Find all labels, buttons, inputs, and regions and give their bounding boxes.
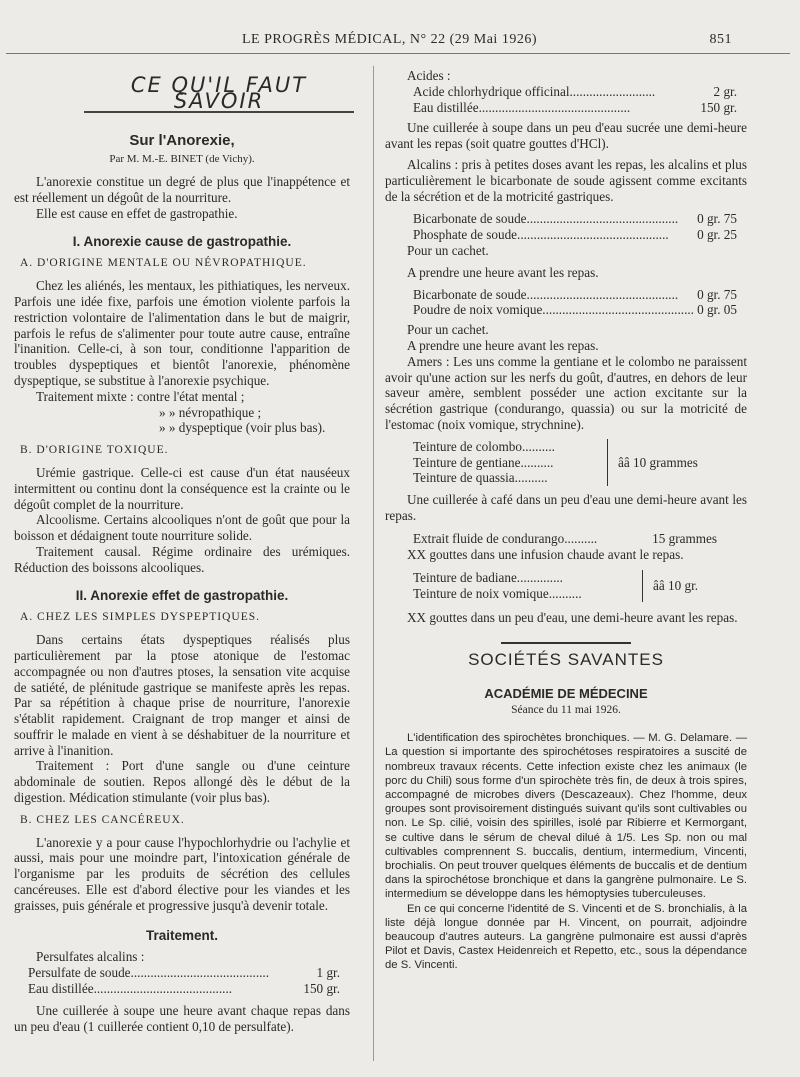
prescription-quantity: ââ 10 gr.: [653, 578, 699, 594]
article-title: Sur l'Anorexie,: [129, 131, 235, 149]
prescription-note: Une cuillerée à café dans un peu d'eau une demi-heure avant les repas.: [385, 492, 747, 523]
prescription-note: A prendre une heure avant les repas.: [407, 264, 599, 280]
part2b-heading: B. CHEZ LES CANCÉREUX.: [20, 813, 185, 826]
part1a-paragraph: Chez les aliénés, les mentaux, les pithiatiques, les nerveux. Parfois une idée fixe, parfois une émotion violente parfois la restriction volontaire de l'alimentation dans le but de maigrir, parfois le refus de s'alimenter pour toute autre cause, entraîne l'inanition. Celle-ci, à son tour, conditionne l'apparition de troubles dyspeptiques et bientôt l'anorexie, phénomène dyspeptique, se substitue à l'anorexie psychique.: [14, 278, 350, 388]
seance-date: Séance du 11 mai 1926.: [511, 704, 621, 717]
prescription-line: Bicarbonate de soude.............................................. 0 gr. 75: [413, 211, 737, 227]
prescription-item: Teinture de noix vomique..........: [413, 586, 582, 602]
mixte-line: » » dyspeptique (voir plus bas).: [159, 420, 326, 436]
part2a-paragraph: Traitement : Port d'une sangle ou d'une ceinture abdominale de soutien. Repos allongé dès le début de la digestion. Médication stimulante (voir plus bas).: [14, 758, 350, 806]
prescription-note: XX gouttes dans une infusion chaude avant le repas.: [407, 546, 684, 562]
traitement-heading: Traitement.: [145, 927, 219, 943]
report-paragraph: En ce qui concerne l'identité de S. Vincenti et de S. bronchialis, à la liste déjà longue donnée par H. Vincent, on pourrait, adjoindre beaucoup d'autres auteurs. La gangrène pulmonaire est aussi d'après Pilot et Davis, Castex Heidenreich et Repetto, etc., sous la dépendance de S. Vincenti.: [385, 902, 747, 972]
part1b-paragraph: Traitement causal. Régime ordinaire des urémiques. Réduction des boissons alcooliques.: [14, 543, 350, 575]
part1b-heading: B. D'ORIGINE TOXIQUE.: [20, 444, 169, 457]
section-title: CE QU'IL FAUT SAVOIR: [84, 78, 354, 113]
prescription-line: Bicarbonate de soude.............................................. 0 gr. 75: [413, 286, 737, 302]
column-divider: [373, 66, 374, 1061]
prescription-note: XX gouttes dans un peu d'eau, une demi-heure avant les repas.: [407, 609, 738, 625]
running-title: LE PROGRÈS MÉDICAL, N° 22 (29 Mai 1926): [242, 32, 537, 47]
acides-label: Acides :: [407, 68, 451, 83]
ornament-divider: [501, 642, 631, 644]
prescription-line: Eau distillée.......................................... 150 gr.: [28, 981, 340, 997]
part1-heading: I. Anorexie cause de gastropathie.: [72, 233, 292, 249]
prescription-group: [413, 570, 747, 602]
right-column: [385, 68, 747, 973]
mixte-line: » » névropathique ;: [159, 404, 262, 420]
prescription-note: Pour un cachet.: [407, 242, 489, 258]
prescription-note: Une cuillerée à soupe dans un peu d'eau sucrée une demi-heure avant les repas (soit quatre gouttes d'HCl).: [385, 120, 747, 152]
page-number: 851: [709, 32, 732, 47]
report-paragraph: L'identification des spirochètes bronchiques. — M. G. Delamare. — La question si importante des spirochétoses respiratoires a suscité de nombreux travaux récents. Cette infection existe chez les animaux (le porc du Chili) sous forme d'un spirochète très fin, de deux à trois spires, accompagné de microbes divers (Descazeaux). Chez l'homme, deux groupes sont provisoirement distingués suivant qu'ils sont cultivables ou non. Le Sp. cilié, voisin des spirilles, isolé par Ribierre et Kermorgant, se cultive dans le sérum de cheval dilué à 1/5. Les Sp. non ou mal cultivables comprennent S. buccalis, dentium, intermedium, Vincenti, brochialis. On peut trouver quelques éléments de buccalis et de dentium dans la spirochétose bronchique et dans la gangrène pulmonaire. Le S. intermedium se développe dans les hémoptysies tuberculeuses.: [385, 732, 747, 901]
part1b-paragraph: Alcoolisme. Certains alcooliques n'ont de goût que pour la boisson et dédaignent toute nourriture solide.: [14, 512, 350, 544]
prescription-quantity: ââ 10 grammes: [618, 454, 698, 470]
alcalins-paragraph: Alcalins : pris à petites doses avant les repas, les alcalins et plus particulièrement le bicarbonate de soude agissent comme excitants de la sécrétion et de la motricité gastriques.: [385, 156, 747, 204]
prescription-line: Acide chlorhydrique officinal.......................... 2 gr.: [413, 83, 737, 99]
part2-heading: II. Anorexie effet de gastropathie.: [75, 587, 289, 603]
page-header: [10, 30, 790, 52]
societes-heading: SOCIÉTÉS SAVANTES: [468, 649, 664, 669]
prescription-line: Extrait fluide de condurango.......... 15 grammes: [413, 530, 717, 546]
header-rule: [6, 53, 790, 54]
prescription-note: Une cuillerée à soupe une heure avant chaque repas dans un peu d'eau (1 cuillerée contient 0,10 de persulfate).: [14, 1002, 350, 1034]
prescription-line: Persulfate de soude.......................................... 1 gr.: [28, 965, 340, 981]
part2a-heading: A. CHEZ LES SIMPLES DYSPEPTIQUES.: [20, 611, 261, 624]
academie-heading: ACADÉMIE DE MÉDECINE: [484, 685, 648, 701]
prescription-line: Eau distillée.............................................. 150 gr.: [413, 99, 737, 115]
intro-paragraph: L'anorexie constitue un degré de plus que l'inappétence et est réellement un dégoût de la nourriture.: [14, 174, 350, 205]
part1b-paragraph: Urémie gastrique. Celle-ci est cause d'un état nauséeux intermittent ou continu dont la conséquence est la crainte ou le dégoût complet de la nourriture.: [14, 464, 350, 512]
left-column: [14, 60, 350, 1034]
amers-paragraph: Amers : Les uns comme la gentiane et le colombo ne paraissent avoir qu'une action sur les nerfs du goût, d'autres, en dehors de leur saveur amère, semblent posséder une action excitante sur la sécrétion gastrique (condurango, quassia) ou sur la motricité de l'estomac (noix vomique, strychnine).: [385, 353, 747, 432]
prescription-note: Pour un cachet.: [407, 322, 489, 338]
part2a-paragraph: Dans certains états dyspeptiques réalisés plus particulièrement par la ptose atonique de l'estomac accompagnée ou non d'autres ptoses, la sensation vite acquise de satiété, de plénitude gastrique se manifeste après les repas. Par sa répétition à chaque prise de nourriture, l'anorexie s'établit rapidement. Craignant de trop manger et ainsi de souffrir le malade en vient à se déshabituer de la nourriture et arrive à l'inanition.: [14, 632, 350, 758]
prescription-item: Teinture de quassia..........: [413, 470, 548, 486]
prescription-item: Teinture de colombo..........: [413, 438, 555, 454]
byline: Par M. M.-E. BINET (de Vichy).: [109, 153, 255, 166]
prescription-line: Phosphate de soude.............................................. 0 gr. 25: [413, 227, 737, 243]
mixte-line: Traitement mixte : contre l'état mental ;: [36, 388, 245, 404]
part2b-paragraph: L'anorexie y a pour cause l'hypochlorhydrie ou l'achylie et aussi, mais pour une moindre part, l'intoxication générale de l'organisme par les produits de sécrétion des cellules cancéreuses. Elle est d'abord élective pour les viandes et les graisses, puis générale et progressive jusqu'à devenir totale.: [14, 834, 350, 913]
part1a-heading: A. D'ORIGINE MENTALE OU NÉVROPATHIQUE.: [20, 257, 307, 270]
prescription-line: Poudre de noix vomique.............................................. 0 gr. 05: [413, 302, 737, 318]
prescription-group: [413, 439, 747, 486]
persulfates-label: Persulfates alcalins :: [36, 949, 145, 965]
prescription-item: Teinture de gentiane..........: [413, 454, 554, 470]
prescription-item: Teinture de badiane..............: [413, 570, 563, 586]
intro-paragraph: Elle est cause en effet de gastropathie.: [36, 205, 238, 221]
prescription-note: A prendre une heure avant les repas.: [407, 337, 599, 353]
